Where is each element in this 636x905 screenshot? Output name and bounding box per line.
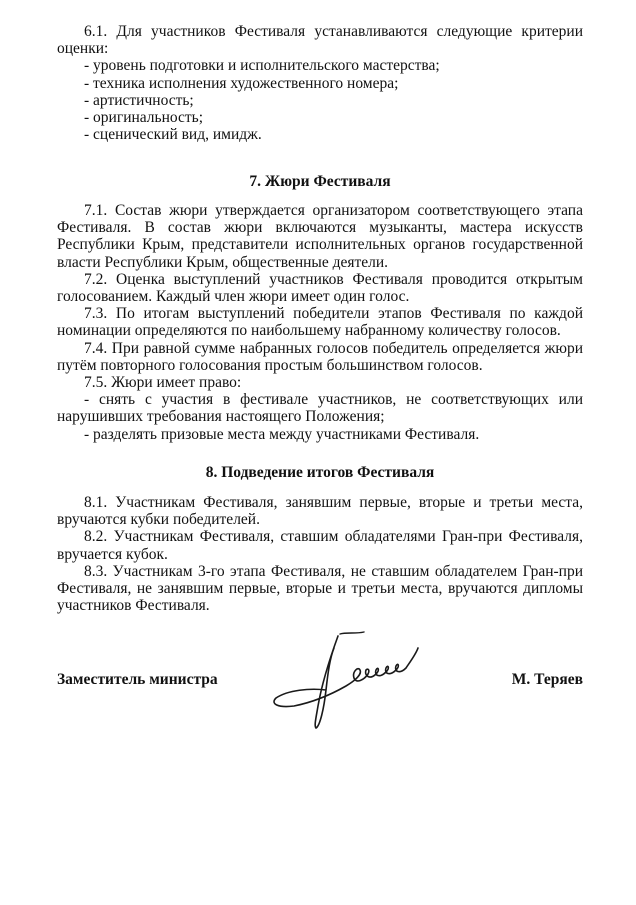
paragraph-7-4: 7.4. При равной сумме набранных голосов победитель определяется жюри путём повторного голосования простым большинством голосов. <box>57 339 583 374</box>
paragraph-7-1: 7.1. Состав жюри утверждается организатором соответствующего этапа Фестиваля. В состав жюри включаются музыканты, мастера искусств Республики Крым, представители исполнительных органов государственной власти Республики Крым, общественные деятели. <box>57 202 583 271</box>
jury-right-item: - снять с участия в фестивале участников, не соответствующих или нарушивших требования настоящего Положения; <box>57 391 583 426</box>
section-8-heading: 8. Подведение итогов Фестиваля <box>205 464 435 481</box>
criteria-item: - артистичность; <box>84 91 194 109</box>
paragraph-8-2: 8.2. Участникам Фестиваля, ставшим обладателями Гран-при Фестиваля, вручается кубок. <box>57 528 583 563</box>
paragraph-7-2: 7.2. Оценка выступлений участников Фестиваля проводится открытым голосованием. Каждый член жюри имеет один голос. <box>57 270 583 306</box>
results-section <box>57 494 583 614</box>
criteria-section <box>57 23 583 143</box>
jury-right-item: - разделять призовые места между участниками Фестиваля. <box>84 425 480 443</box>
signatory-position: Заместитель министра <box>57 671 218 688</box>
paragraph-7-3: 7.3. По итогам выступлений победители этапов Фестиваля по каждой номинации определяются по наибольшему набранному количеству голосов. <box>57 305 583 340</box>
handwritten-signature <box>270 628 430 732</box>
jury-section <box>57 202 583 443</box>
criteria-item: - техника исполнения художественного номера; <box>84 74 399 92</box>
paragraph-7-5: 7.5. Жюри имеет право: <box>84 374 242 392</box>
signatory-name: М. Теряев <box>511 671 583 688</box>
paragraph-8-1: 8.1. Участникам Фестиваля, занявшим первые, вторые и третьи места, вручаются кубки победителей. <box>57 494 583 529</box>
paragraph-6-1: 6.1. Для участников Фестиваля устанавливаются следующие критерии оценки: <box>57 23 583 58</box>
criteria-item: - оригинальность; <box>84 109 204 127</box>
criteria-item: - сценический вид, имидж. <box>84 126 262 144</box>
criteria-item: - уровень подготовки и исполнительского мастерства; <box>84 57 440 75</box>
paragraph-8-3: 8.3. Участникам 3-го этапа Фестиваля, не ставшим обладателем Гран-при Фестиваля, не занявшим первые, вторые и третьи места, вручаются дипломы участников Фестиваля. <box>57 562 583 615</box>
section-7-heading: 7. Жюри Фестиваля <box>249 173 391 190</box>
